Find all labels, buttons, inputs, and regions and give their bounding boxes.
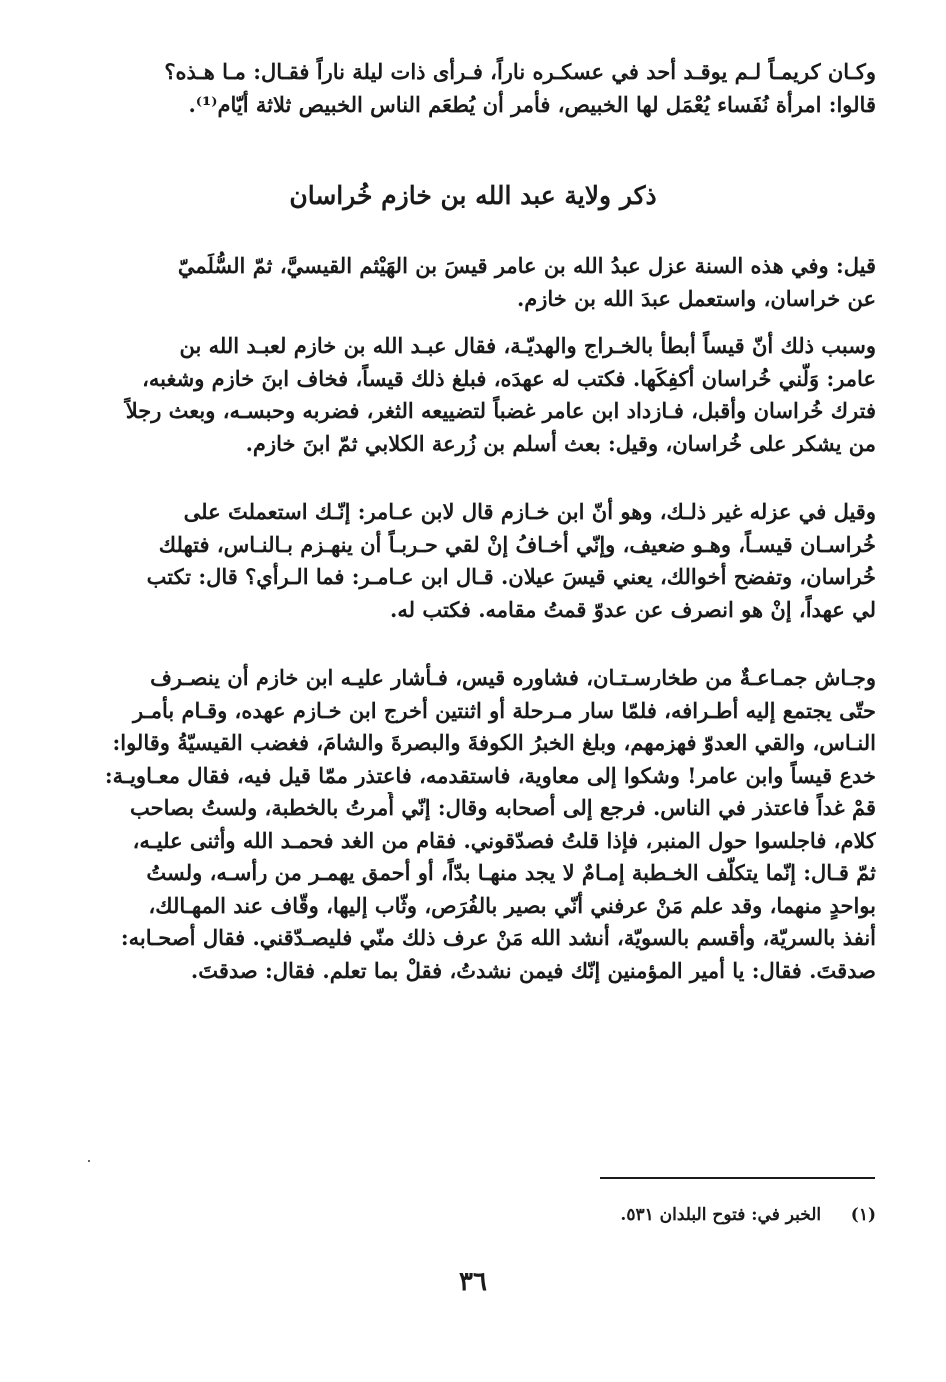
paragraph-4 [56,496,876,626]
paragraph-3 [56,330,876,460]
text-line: ثمّ قـال: إنّما يتكلّف الخـطبة إمـامٌ لا يجد منهـا بدّاً، أو أحمق يهمـر من رأسـه، ولستُ [146,860,876,885]
text-line: خدع قيساً وابن عامر! وشكوا إلى معاوية، فاستقدمه، فاعتذر ممّا قيل فيه، فقال معـاويـة: [104,762,876,788]
paragraph-2 [56,250,876,315]
text-line: قالوا: امرأة نُفَساء يُعْمَل لها الخبيص، فأمر أن يُطعَم الناس الخبيص ثلاثة أيّام⁽¹⁾. [188,91,876,117]
text-line: قمْ غداً فاعتذر في الناس. فرجع إلى أصحابه وقال: إنّي أُمرتُ بالخطبة، ولستُ بصاحب [129,795,876,820]
scan-speck [88,1160,90,1162]
text-line: عن خراسان، واستعمل عبدَ الله بن خازم. [516,285,876,311]
text-line: خُراسـان قيسـاً، وهـو ضعيف، وإنّي أخـافُ إنْ لقي حـربـاً أن ينهـزم بـالنـاس، فتهلك [158,531,876,557]
text-line: النـاس، والقي العدوّ فهزمهم، وبلغ الخبرُ الكوفةَ والبصرةَ والشامَ، فغضب القيسيّةُ وقالوا: [112,730,876,755]
text-line: قيل: وفي هذه السنة عزل عبدُ الله بن عامر قيسَ بن الهَيْثم القيسيَّ، ثمّ السُّلَميّ [177,253,876,278]
paragraph-1 [56,56,876,121]
page-number: ٣٦ [459,1267,487,1297]
footnote [56,1200,876,1230]
text-line: لي عهداً، إنْ هو انصرف عن عدوّ قمتُ مقامه. فكتب له. [390,596,876,622]
text-line: وقيل في عزله غير ذلـك، وهو أنّ ابن خـازم قال لابن عـامر: إنّـك استعملتَ على [183,499,876,524]
footnote-text: الخبر في: فتوح البلدان ٥٣١. [620,1205,822,1225]
text-line: كلام، فاجلسوا حول المنبر، فإذا قلتُ فصدّقوني. فقام من الغد فحمـد الله وأثنى عليـه، [132,827,876,853]
text-line: خُراسان، وتفضح أخوالك، يعني قيسَ عيلان. قـال ابن عـامـر: فما الـرأي؟ قال: تكتب [146,564,876,589]
paragraph-5 [56,662,876,987]
text-line: وسبب ذلك أنّ قيساً أبطأ بالخـراج والهديّـة، فقال عبـد الله بن خازم لعبـد الله بن [179,333,876,358]
text-line: حتّى يجتمع إليه أطـرافه، فلمّا سار مـرحلة أو اثنتين أخرج ابن خـازم عهده، وقـام بأمـر [132,697,876,723]
section-heading: ذكر ولاية عبد الله بن خازم خُراسان [289,181,657,210]
text-line: وكـان كريمـاً لـم يوقـد أحد في عسكـره ناراً، فـرأى ذات ليلة ناراً فقـال: مـا هـذه؟ [164,59,876,84]
footnote-separator [600,1177,875,1179]
text-line: أنفذ بالسريّة، وأقسم بالسويّة، أنشد الله مَنْ عرف ذلك منّي فليصـدّقني. فقال أصحـابه: [120,925,876,950]
footnote-marker: (١) [850,1205,876,1225]
text-line: صدقتَ. فقال: يا أمير المؤمنين إنّك فيمن نشدتُ، فقلْ بما تعلم. فقال: صدقتَ. [190,957,876,983]
text-line: من يشكر على خُراسان، وقيل: بعث أسلم بن زُرعة الكلابي ثمّ ابنَ خازم. [245,430,876,456]
footnote-spacer [827,1205,845,1225]
text-line: عامر: وَلّني خُراسان أكفِكَها. فكتب له عهدَه، فبلغ ذلك قيساً، فخاف ابنَ خازم وشغبه، [142,365,876,391]
text-line: فترك خُراسان وأقبل، فـازداد ابن عامر غضباً لتضييعه الثغر، فضربه وحبسـه، وبعث رجلاً [125,398,876,423]
text-line: وجـاش جمـاعـةٌ من طخارسـتـان، فشاوره قيس، فـأشار عليـه ابن خازم أن ينصـرف [150,665,876,690]
text-line: بواحدٍ منهما، وقد علم مَنْ عرفني أنّي بصير بالفُرَص، وثّاب إليها، وقّاف عند المهـالك، [148,892,876,918]
